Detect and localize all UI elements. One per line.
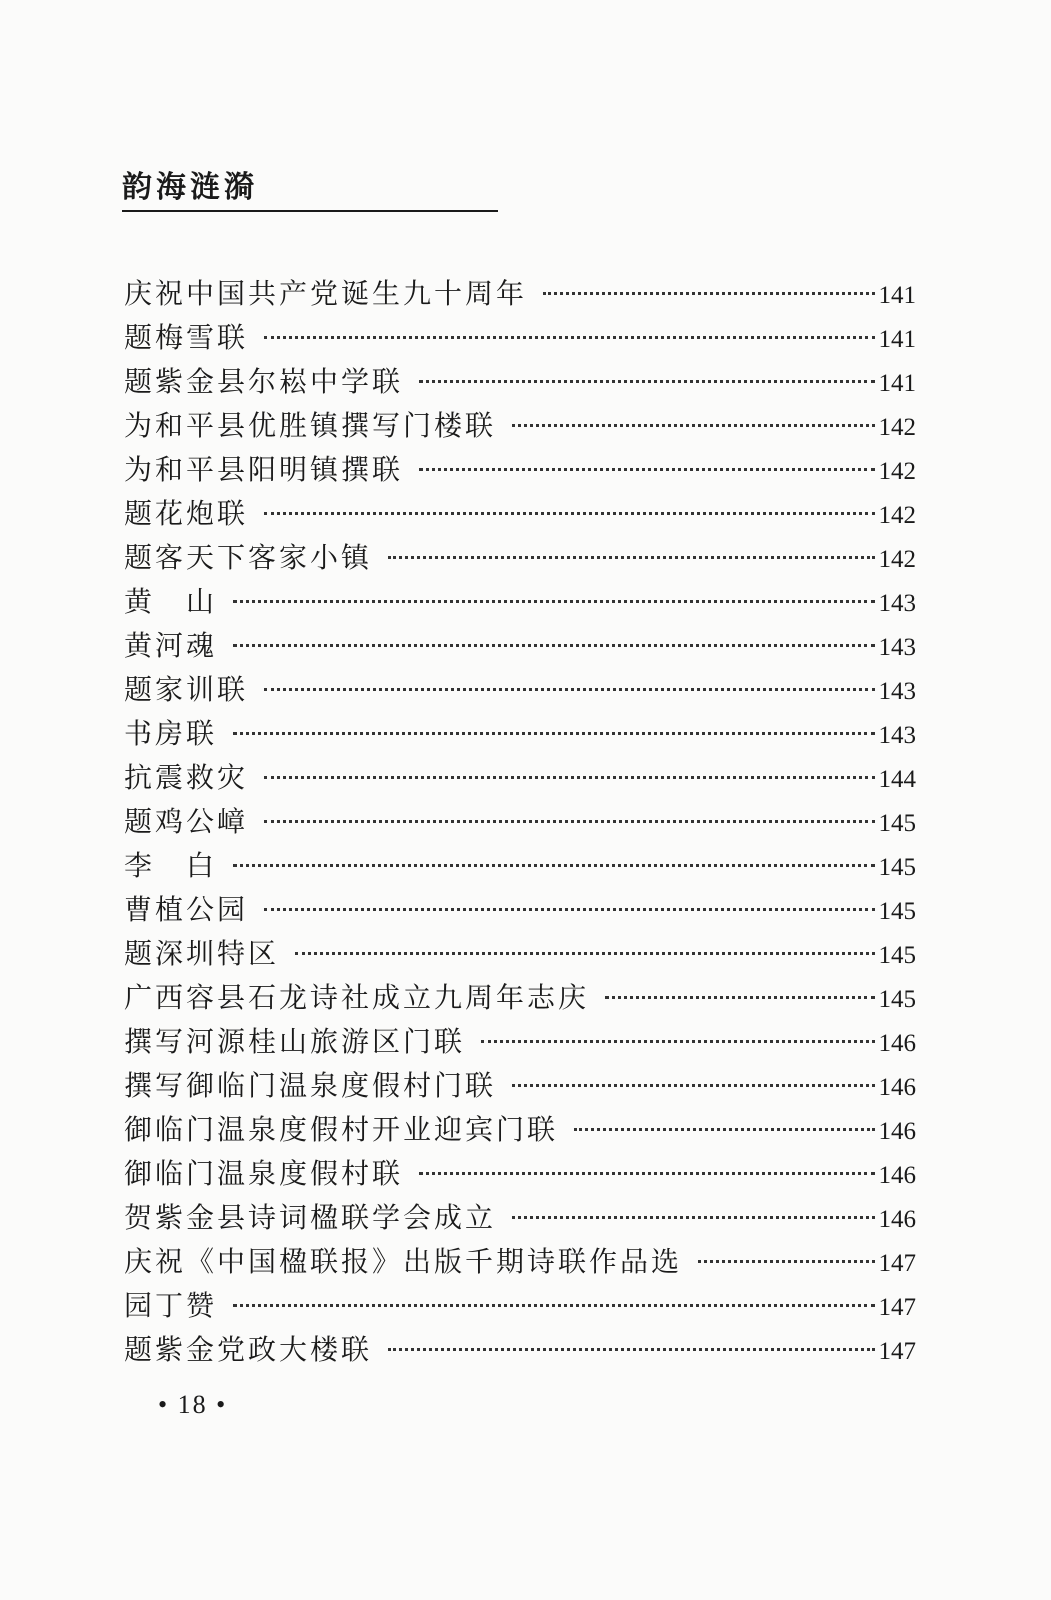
toc-entry-title: 题梅雪联 bbox=[124, 321, 249, 354]
toc-dot-leader bbox=[481, 1040, 874, 1043]
toc-dot-leader bbox=[264, 336, 874, 339]
toc-entry-title: 园丁赞 bbox=[124, 1289, 218, 1322]
toc-entry bbox=[124, 1066, 916, 1110]
toc-dot-leader bbox=[419, 1172, 874, 1175]
toc-dot-leader bbox=[264, 776, 874, 779]
toc-entry bbox=[124, 1330, 916, 1374]
toc-entry-page: 142 bbox=[878, 458, 916, 485]
toc-entry-page: 145 bbox=[878, 810, 916, 837]
toc-entry-title: 抗震救灾 bbox=[124, 761, 249, 794]
toc-entry bbox=[124, 890, 916, 934]
toc-entry-title: 曹植公园 bbox=[124, 893, 249, 926]
toc-entry-title: 御临门温泉度假村开业迎宾门联 bbox=[124, 1113, 559, 1146]
toc-entry-title: 题紫金县尔崧中学联 bbox=[124, 365, 404, 398]
toc-entry-title: 题紫金党政大楼联 bbox=[124, 1333, 373, 1366]
toc-dot-leader bbox=[264, 688, 874, 691]
toc-entry-title: 庆祝《中国楹联报》出版千期诗联作品选 bbox=[124, 1245, 683, 1278]
toc-dot-leader bbox=[543, 292, 874, 295]
toc-entry-title: 御临门温泉度假村联 bbox=[124, 1157, 404, 1190]
toc-dot-leader bbox=[419, 468, 874, 471]
toc-entry bbox=[124, 538, 916, 582]
toc-entry-page: 145 bbox=[878, 986, 916, 1013]
toc-entry-title: 黄河魂 bbox=[124, 629, 218, 662]
toc-entry-title: 庆祝中国共产党诞生九十周年 bbox=[124, 277, 528, 310]
toc-entry-title: 题鸡公嶂 bbox=[124, 805, 249, 838]
toc-dot-leader bbox=[233, 644, 874, 647]
toc-entry bbox=[124, 362, 916, 406]
toc-entry-title: 撰写河源桂山旅游区门联 bbox=[124, 1025, 466, 1058]
toc-entry-page: 147 bbox=[878, 1338, 916, 1365]
toc-dot-leader bbox=[698, 1260, 874, 1263]
toc-entry-title: 题家训联 bbox=[124, 673, 249, 706]
running-head: 韵海涟漪 bbox=[122, 170, 258, 205]
toc-entry-title: 题花炮联 bbox=[124, 497, 249, 530]
toc-entry bbox=[124, 978, 916, 1022]
toc-entry-page: 146 bbox=[878, 1074, 916, 1101]
toc-entry bbox=[124, 318, 916, 362]
toc-entry bbox=[124, 758, 916, 802]
toc-entry-title: 书房联 bbox=[124, 717, 218, 750]
toc-entry-page: 142 bbox=[878, 546, 916, 573]
toc-entry-page: 142 bbox=[878, 414, 916, 441]
toc-dot-leader bbox=[264, 512, 874, 515]
toc-entry-page: 143 bbox=[878, 590, 916, 617]
toc-entry-page: 141 bbox=[878, 370, 916, 397]
toc-entry-title: 李 白 bbox=[124, 849, 218, 882]
toc-entry-title: 黄 山 bbox=[124, 585, 218, 618]
toc-entry bbox=[124, 1110, 916, 1154]
toc-entry-page: 146 bbox=[878, 1118, 916, 1145]
toc-entry-title: 撰写御临门温泉度假村门联 bbox=[124, 1069, 497, 1102]
toc-entry-title: 贺紫金县诗词楹联学会成立 bbox=[124, 1201, 497, 1234]
toc-entry-page: 147 bbox=[878, 1250, 916, 1277]
toc-entry bbox=[124, 846, 916, 890]
toc-dot-leader bbox=[233, 1304, 874, 1307]
toc-entry bbox=[124, 1198, 916, 1242]
toc-dot-leader bbox=[574, 1128, 874, 1131]
page-number: • 18 • bbox=[158, 1390, 228, 1419]
toc-entry-page: 143 bbox=[878, 678, 916, 705]
running-head-rule bbox=[122, 210, 498, 212]
toc-entry bbox=[124, 802, 916, 846]
toc-entry bbox=[124, 582, 916, 626]
toc-entry-page: 145 bbox=[878, 942, 916, 969]
toc-dot-leader bbox=[233, 600, 874, 603]
toc-entry-page: 146 bbox=[878, 1030, 916, 1057]
toc-entry bbox=[124, 494, 916, 538]
toc-dot-leader bbox=[512, 1084, 874, 1087]
toc-entry bbox=[124, 450, 916, 494]
toc-entry bbox=[124, 1154, 916, 1198]
toc-entry-title: 题深圳特区 bbox=[124, 937, 280, 970]
toc-dot-leader bbox=[233, 732, 874, 735]
toc-dot-leader bbox=[264, 820, 874, 823]
toc-dot-leader bbox=[295, 952, 874, 955]
toc-dot-leader bbox=[388, 556, 874, 559]
toc-entry-page: 142 bbox=[878, 502, 916, 529]
toc-dot-leader bbox=[605, 996, 874, 999]
toc-entry-page: 145 bbox=[878, 898, 916, 925]
toc-entry-page: 147 bbox=[878, 1294, 916, 1321]
toc-entry bbox=[124, 670, 916, 714]
toc-entry-page: 146 bbox=[878, 1206, 916, 1233]
toc-entry-title: 广西容县石龙诗社成立九周年志庆 bbox=[124, 981, 590, 1014]
table-of-contents bbox=[124, 274, 916, 1374]
toc-entry-title: 为和平县优胜镇撰写门楼联 bbox=[124, 409, 497, 442]
toc-entry bbox=[124, 274, 916, 318]
toc-entry bbox=[124, 406, 916, 450]
toc-entry-page: 143 bbox=[878, 634, 916, 661]
toc-entry-page: 143 bbox=[878, 722, 916, 749]
toc-entry-page: 144 bbox=[878, 766, 916, 793]
toc-entry-page: 141 bbox=[878, 326, 916, 353]
toc-entry bbox=[124, 1286, 916, 1330]
toc-entry-title: 为和平县阳明镇撰联 bbox=[124, 453, 404, 486]
toc-entry-page: 141 bbox=[878, 282, 916, 309]
toc-entry bbox=[124, 714, 916, 758]
toc-entry-page: 145 bbox=[878, 854, 916, 881]
toc-entry bbox=[124, 1022, 916, 1066]
toc-dot-leader bbox=[264, 908, 874, 911]
toc-entry bbox=[124, 934, 916, 978]
toc-entry-title: 题客天下客家小镇 bbox=[124, 541, 373, 574]
toc-dot-leader bbox=[233, 864, 874, 867]
toc-entry bbox=[124, 626, 916, 670]
toc-entry-page: 146 bbox=[878, 1162, 916, 1189]
toc-dot-leader bbox=[512, 424, 874, 427]
toc-dot-leader bbox=[388, 1348, 874, 1351]
toc-entry bbox=[124, 1242, 916, 1286]
toc-dot-leader bbox=[419, 380, 874, 383]
toc-dot-leader bbox=[512, 1216, 874, 1219]
